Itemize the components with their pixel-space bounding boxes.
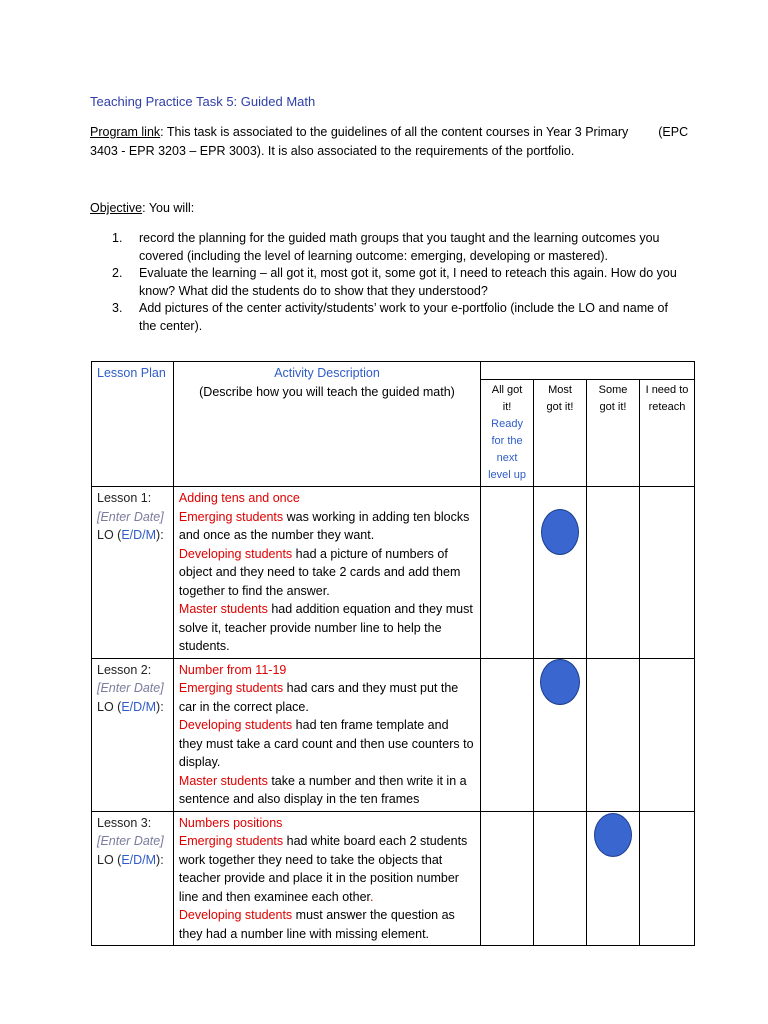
master-text: take a number and then write it in a sentence and also display in the ten frames bbox=[178, 773, 467, 806]
emerging-end: . bbox=[370, 889, 374, 904]
objective-heading bbox=[90, 201, 194, 215]
emerging-text: had white board each 2 students work together they need to take the objects that teacher provide and place it in the position number line and then examinee each other bbox=[178, 834, 468, 904]
master-text: had addition equation and they must solve it, teacher provide number line to help the students. bbox=[178, 602, 473, 653]
table-header-row-top bbox=[92, 362, 695, 380]
lesson-date-placeholder[interactable]: [Enter Date] bbox=[97, 834, 164, 848]
eval-most-cell[interactable] bbox=[534, 658, 587, 811]
lo-code[interactable]: E/D/M bbox=[121, 852, 157, 867]
program-link-text-2: 3403 - EPR 3203 – EPR 3003). It is also associated to the requirements of the portfolio. bbox=[90, 144, 575, 158]
selection-dot bbox=[541, 509, 579, 555]
program-link-label: Program link bbox=[90, 125, 161, 139]
list-text: Add pictures of the center activity/students’ work to your e-portfolio (include the LO and name of the center). bbox=[139, 301, 668, 333]
list-number: 3. bbox=[112, 301, 123, 315]
lesson-cell bbox=[92, 658, 174, 811]
col-all-label: All got it! bbox=[491, 384, 523, 413]
table-row bbox=[92, 811, 695, 946]
emerging-text: had cars and they must put the car in the correct place. bbox=[178, 681, 459, 714]
emerging-label: Emerging students bbox=[178, 834, 284, 848]
lesson-topic: Adding tens and once bbox=[178, 491, 300, 505]
list-item bbox=[112, 265, 682, 300]
emerging-label: Emerging students bbox=[178, 681, 284, 695]
lo-prefix: LO ( bbox=[97, 699, 122, 714]
list-text: Evaluate the learning – all got it, most got it, some got it, I need to reteach this again. How do you know? What did the students do to show that they understood? bbox=[139, 266, 677, 298]
activity-cell bbox=[173, 811, 480, 946]
lo-prefix: LO ( bbox=[97, 528, 122, 542]
eval-some-cell[interactable] bbox=[587, 811, 640, 946]
lo-code[interactable]: E/D/M bbox=[121, 699, 157, 714]
activity-title: Activity Description bbox=[274, 366, 380, 380]
eval-most-cell[interactable] bbox=[534, 487, 587, 659]
lo-code[interactable]: E/D/M bbox=[121, 528, 157, 542]
lesson-topic: Numbers positions bbox=[178, 815, 283, 830]
activity-cell bbox=[173, 487, 480, 659]
eval-all-cell[interactable] bbox=[481, 811, 534, 946]
eval-all-cell[interactable] bbox=[481, 658, 534, 811]
eval-reteach-cell[interactable] bbox=[639, 487, 694, 659]
col-reteach: I need to reteach bbox=[639, 380, 694, 487]
lo-suffix: ): bbox=[156, 528, 164, 542]
col-all-sub: Ready for the next level up bbox=[488, 418, 526, 481]
list-number: 1. bbox=[112, 231, 123, 245]
lesson-label: Lesson 2: bbox=[97, 662, 152, 677]
program-link-text: : This task is associated to the guidelines of all the content courses in Year 3 Primary bbox=[160, 125, 629, 139]
lesson-plan-table bbox=[91, 361, 695, 946]
evaluation-header-spacer bbox=[481, 362, 695, 380]
list-number: 2. bbox=[112, 266, 123, 280]
col-most-got-it: Most got it! bbox=[534, 380, 587, 487]
emerging-label: Emerging students bbox=[178, 509, 284, 524]
lesson-cell bbox=[92, 487, 174, 659]
emerging-text: was working in adding ten blocks and once as the number they want. bbox=[178, 509, 470, 542]
lo-suffix: ): bbox=[156, 852, 164, 867]
objective-list bbox=[112, 230, 682, 335]
lo-prefix: LO ( bbox=[97, 852, 122, 867]
developing-text: had a picture of numbers of object and they need to take 2 cards and add them together to find the answer. bbox=[178, 546, 461, 598]
activity-subtitle: (Describe how you will teach the guided math) bbox=[199, 384, 455, 399]
developing-text: must answer the question as they had a number line with missing element. bbox=[178, 908, 455, 941]
lesson-label: Lesson 3: bbox=[97, 815, 152, 830]
developing-label: Developing students bbox=[178, 908, 293, 922]
eval-some-cell[interactable] bbox=[587, 487, 640, 659]
col-some-got-it: Some got it! bbox=[587, 380, 640, 487]
selection-dot bbox=[594, 813, 632, 857]
activity-cell bbox=[173, 658, 480, 811]
page-title: Teaching Practice Task 5: Guided Math bbox=[90, 94, 316, 109]
lesson-date-placeholder[interactable]: [Enter Date] bbox=[97, 509, 164, 524]
master-label: Master students bbox=[178, 602, 268, 616]
col-all-got-it bbox=[481, 380, 534, 487]
lesson-cell bbox=[92, 811, 174, 946]
list-item bbox=[112, 230, 682, 265]
table-row bbox=[92, 658, 695, 811]
selection-dot bbox=[540, 659, 580, 705]
eval-most-cell[interactable] bbox=[534, 811, 587, 946]
objective-label: Objective bbox=[90, 201, 143, 215]
master-label: Master students bbox=[178, 773, 268, 788]
lesson-label: Lesson 1: bbox=[97, 491, 152, 505]
developing-label: Developing students bbox=[178, 718, 293, 732]
lesson-topic: Number from 11-19 bbox=[178, 662, 287, 677]
lesson-date-placeholder[interactable]: [Enter Date] bbox=[97, 681, 164, 695]
objective-suffix: : You will: bbox=[142, 201, 195, 215]
activity-header bbox=[173, 362, 480, 487]
lo-suffix: ): bbox=[156, 699, 164, 714]
developing-label: Developing students bbox=[178, 546, 293, 561]
eval-all-cell[interactable] bbox=[481, 487, 534, 659]
list-item bbox=[112, 300, 682, 335]
program-link-paragraph bbox=[90, 123, 700, 161]
eval-reteach-cell[interactable] bbox=[639, 811, 694, 946]
developing-text: had ten frame template and they must take a card count and then use counters to display. bbox=[178, 718, 474, 769]
eval-reteach-cell[interactable] bbox=[639, 658, 694, 811]
lesson-plan-header: Lesson Plan bbox=[92, 362, 174, 487]
table-row bbox=[92, 487, 695, 659]
eval-some-cell[interactable] bbox=[587, 658, 640, 811]
program-code: (EPC bbox=[658, 125, 689, 139]
list-text: record the planning for the guided math groups that you taught and the learning outcomes you covered (including the level of learning outcome: emerging, developing or mastered). bbox=[139, 231, 660, 263]
